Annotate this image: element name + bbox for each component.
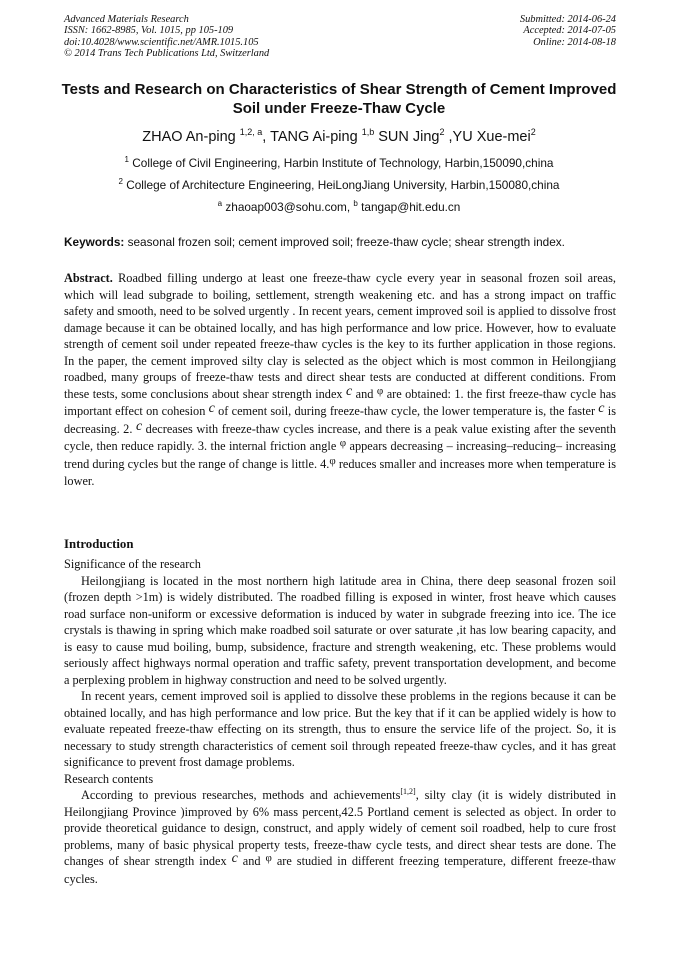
abstract-text: appears decreasing – increasing–reducing– increasing trend during cycles but the range of change is little. 4.: [64, 439, 616, 471]
dates-header: [520, 14, 616, 48]
affiliation-1: [60, 156, 618, 170]
journal-doi: doi:10.4028/www.scientific.net/AMR.1015.105: [64, 36, 259, 48]
paragraph-text: and: [237, 854, 266, 868]
paragraph: In recent years, cement improved soil is applied to dissolve these problems in the regions because it can be obtained locally, and has high performance and low price. But the key that if it can be applied widely is how to evaluate repeated freeze-thaw effecting on its strength, thus to ensure the service life of the project. So, it is necessary to study strength characteristics of cement soil through repeated freeze-thaw cycles, and it has great significance to prevent frost damage problems.: [64, 689, 616, 769]
introduction-heading: Introduction: [64, 537, 134, 551]
paragraph-text: , silty clay (it is widely distributed in Heilongjiang Province )improved by 6% mass percent,42.5 Portland cement is selected as object. In order to provide theoretical guidance to design, construct, and apply widely of cement soil roadbed, help to cure frost problems, many of basic physical property tests, freeze-thaw cycle tests, and direct shear tests are done. The changes of shear strength index: [64, 788, 616, 868]
affiliation-2: [60, 178, 618, 192]
journal-copyright: © 2014 Trans Tech Publications Ltd, Switzerland: [64, 48, 270, 60]
email-link-b[interactable]: tangap@hit.edu.cn: [357, 200, 461, 214]
keywords: [64, 235, 616, 249]
abstract-text: Roadbed filling undergo at least one freeze-thaw cycle every year in seasonal frozen soil areas, which will lead subgrade to boiling, settlement, strength weakening etc. and has a strong impact on traffic safety and smooth, need to be solved urgently . In recent years, cement improved soil is applied to dissolve frost damage because it can be obtained locally, and has high performance and low price. However, how to evaluate strength of cement soil under repeated freeze-thaw cycles is the key to its further application in those regions. In the paper, the cement improved silty clay is selected as the object which is most common in Heilongjiang roadbed, many groups of freeze-thaw tests and direct shear tests are conducted at different conditions. From these tests, some conclusions about shear strength index: [64, 271, 616, 401]
abstract-text: is decreasing. 2.: [64, 404, 616, 436]
affiliation-mark: 2: [118, 177, 123, 186]
abstract-text: of cement soil, during freeze-thaw cycle, the lower temperature is, the faster: [214, 404, 599, 418]
abstract-text: decreases with freeze-thaw cycles increase, and there is a peak value existing after the seventh cycle, then reduce rapidly. 3. the internal friction angle: [64, 421, 616, 453]
symbol-phi: φ: [265, 852, 272, 864]
keywords-label: Keywords:: [64, 235, 125, 249]
author-name: SUN Jing: [374, 129, 440, 145]
affiliation-text: College of Architecture Engineering, HeiLongJiang University, Harbin,150080,china: [122, 178, 560, 192]
symbol-c: c: [208, 401, 215, 416]
paragraph-text: are studied in different freezing temperature, different freeze-thaw cycles.: [64, 854, 617, 886]
abstract: [64, 270, 616, 490]
subsection-heading: Significance of the research: [64, 557, 201, 571]
author-emails: [60, 200, 618, 214]
journal-name: Advanced Materials Research: [64, 14, 189, 25]
citation-ref[interactable]: [1,2]: [400, 787, 416, 796]
symbol-phi: φ: [376, 384, 384, 397]
online-date: Online: 2014-08-18: [533, 36, 616, 48]
accepted-date: Accepted: 2014-07-05: [523, 25, 616, 37]
affiliation-text: College of Civil Engineering, Harbin Institute of Technology, Harbin,150090,china: [128, 156, 554, 170]
author-affiliation-mark: 1,b: [361, 127, 375, 137]
paragraph: Heilongjiang is located in the most northern high latitude area in China, there deep seasonal frozen soil (frozen depth >1m) is widely distributed. The roadbed filling is exposed in winter, frost heave which causes road surface non-uniform or excessive deformation is induced by water in subgrade freezing into ice. The ice crystals is thawing in spring which make roadbed soil saturate or over saturate ,it has low bearing capacity, and is easy to cause mud boiling, bump, subsidence, fracture and strength weakening, etc. These problems would seriously affect highways normal operation and traffic safety, prevent transportation development, and become a perplexing problem in highway construction and need to be solved urgently.: [64, 573, 616, 687]
symbol-phi: φ: [329, 454, 336, 467]
symbol-c: c: [346, 383, 353, 399]
email-link-a[interactable]: zhaoap003@sohu.com,: [222, 200, 354, 214]
author-affiliation-mark: 2: [439, 127, 445, 137]
paragraph: [64, 787, 616, 887]
submitted-date: Submitted: 2014-06-24: [519, 14, 616, 25]
author-name: , TANG Ai-ping: [262, 129, 362, 145]
symbol-c: c: [598, 401, 605, 416]
symbol-phi: φ: [339, 437, 347, 449]
abstract-text: reduces smaller and increases more when temperature is lower.: [64, 456, 616, 488]
introduction-body: [64, 556, 616, 887]
author-name: ZHAO An-ping: [142, 129, 240, 145]
email-mark: b: [353, 199, 358, 208]
abstract-label: Abstract.: [64, 271, 113, 285]
journal-issn: ISSN: 1662-8985, Vol. 1015, pp 105-109: [64, 25, 234, 37]
journal-info-header: [64, 14, 269, 60]
symbol-c: c: [135, 418, 143, 434]
author-affiliation-mark: 2: [530, 127, 536, 137]
paper-title: Tests and Research on Characteristics of Shear Strength of Cement Improved Soil under Freeze-Thaw Cycle: [61, 81, 617, 117]
subsection-heading: Research contents: [64, 771, 154, 786]
abstract-text: and: [352, 386, 377, 401]
author-list: [60, 128, 618, 146]
keywords-text: seasonal frozen soil; cement improved soil; freeze-thaw cycle; shear strength index.: [124, 235, 565, 249]
symbol-c: c: [231, 851, 238, 866]
paragraph-text: According to previous researches, methods and achievements: [81, 788, 401, 802]
email-mark: a: [217, 199, 223, 208]
abstract-text: are obtained: 1. the first freeze-thaw cycle has important effect on cohesion: [64, 386, 617, 418]
author-affiliation-mark: 1,2, a: [239, 127, 263, 137]
affiliation-mark: 1: [124, 155, 129, 164]
author-name: ,YU Xue-mei: [444, 129, 531, 145]
